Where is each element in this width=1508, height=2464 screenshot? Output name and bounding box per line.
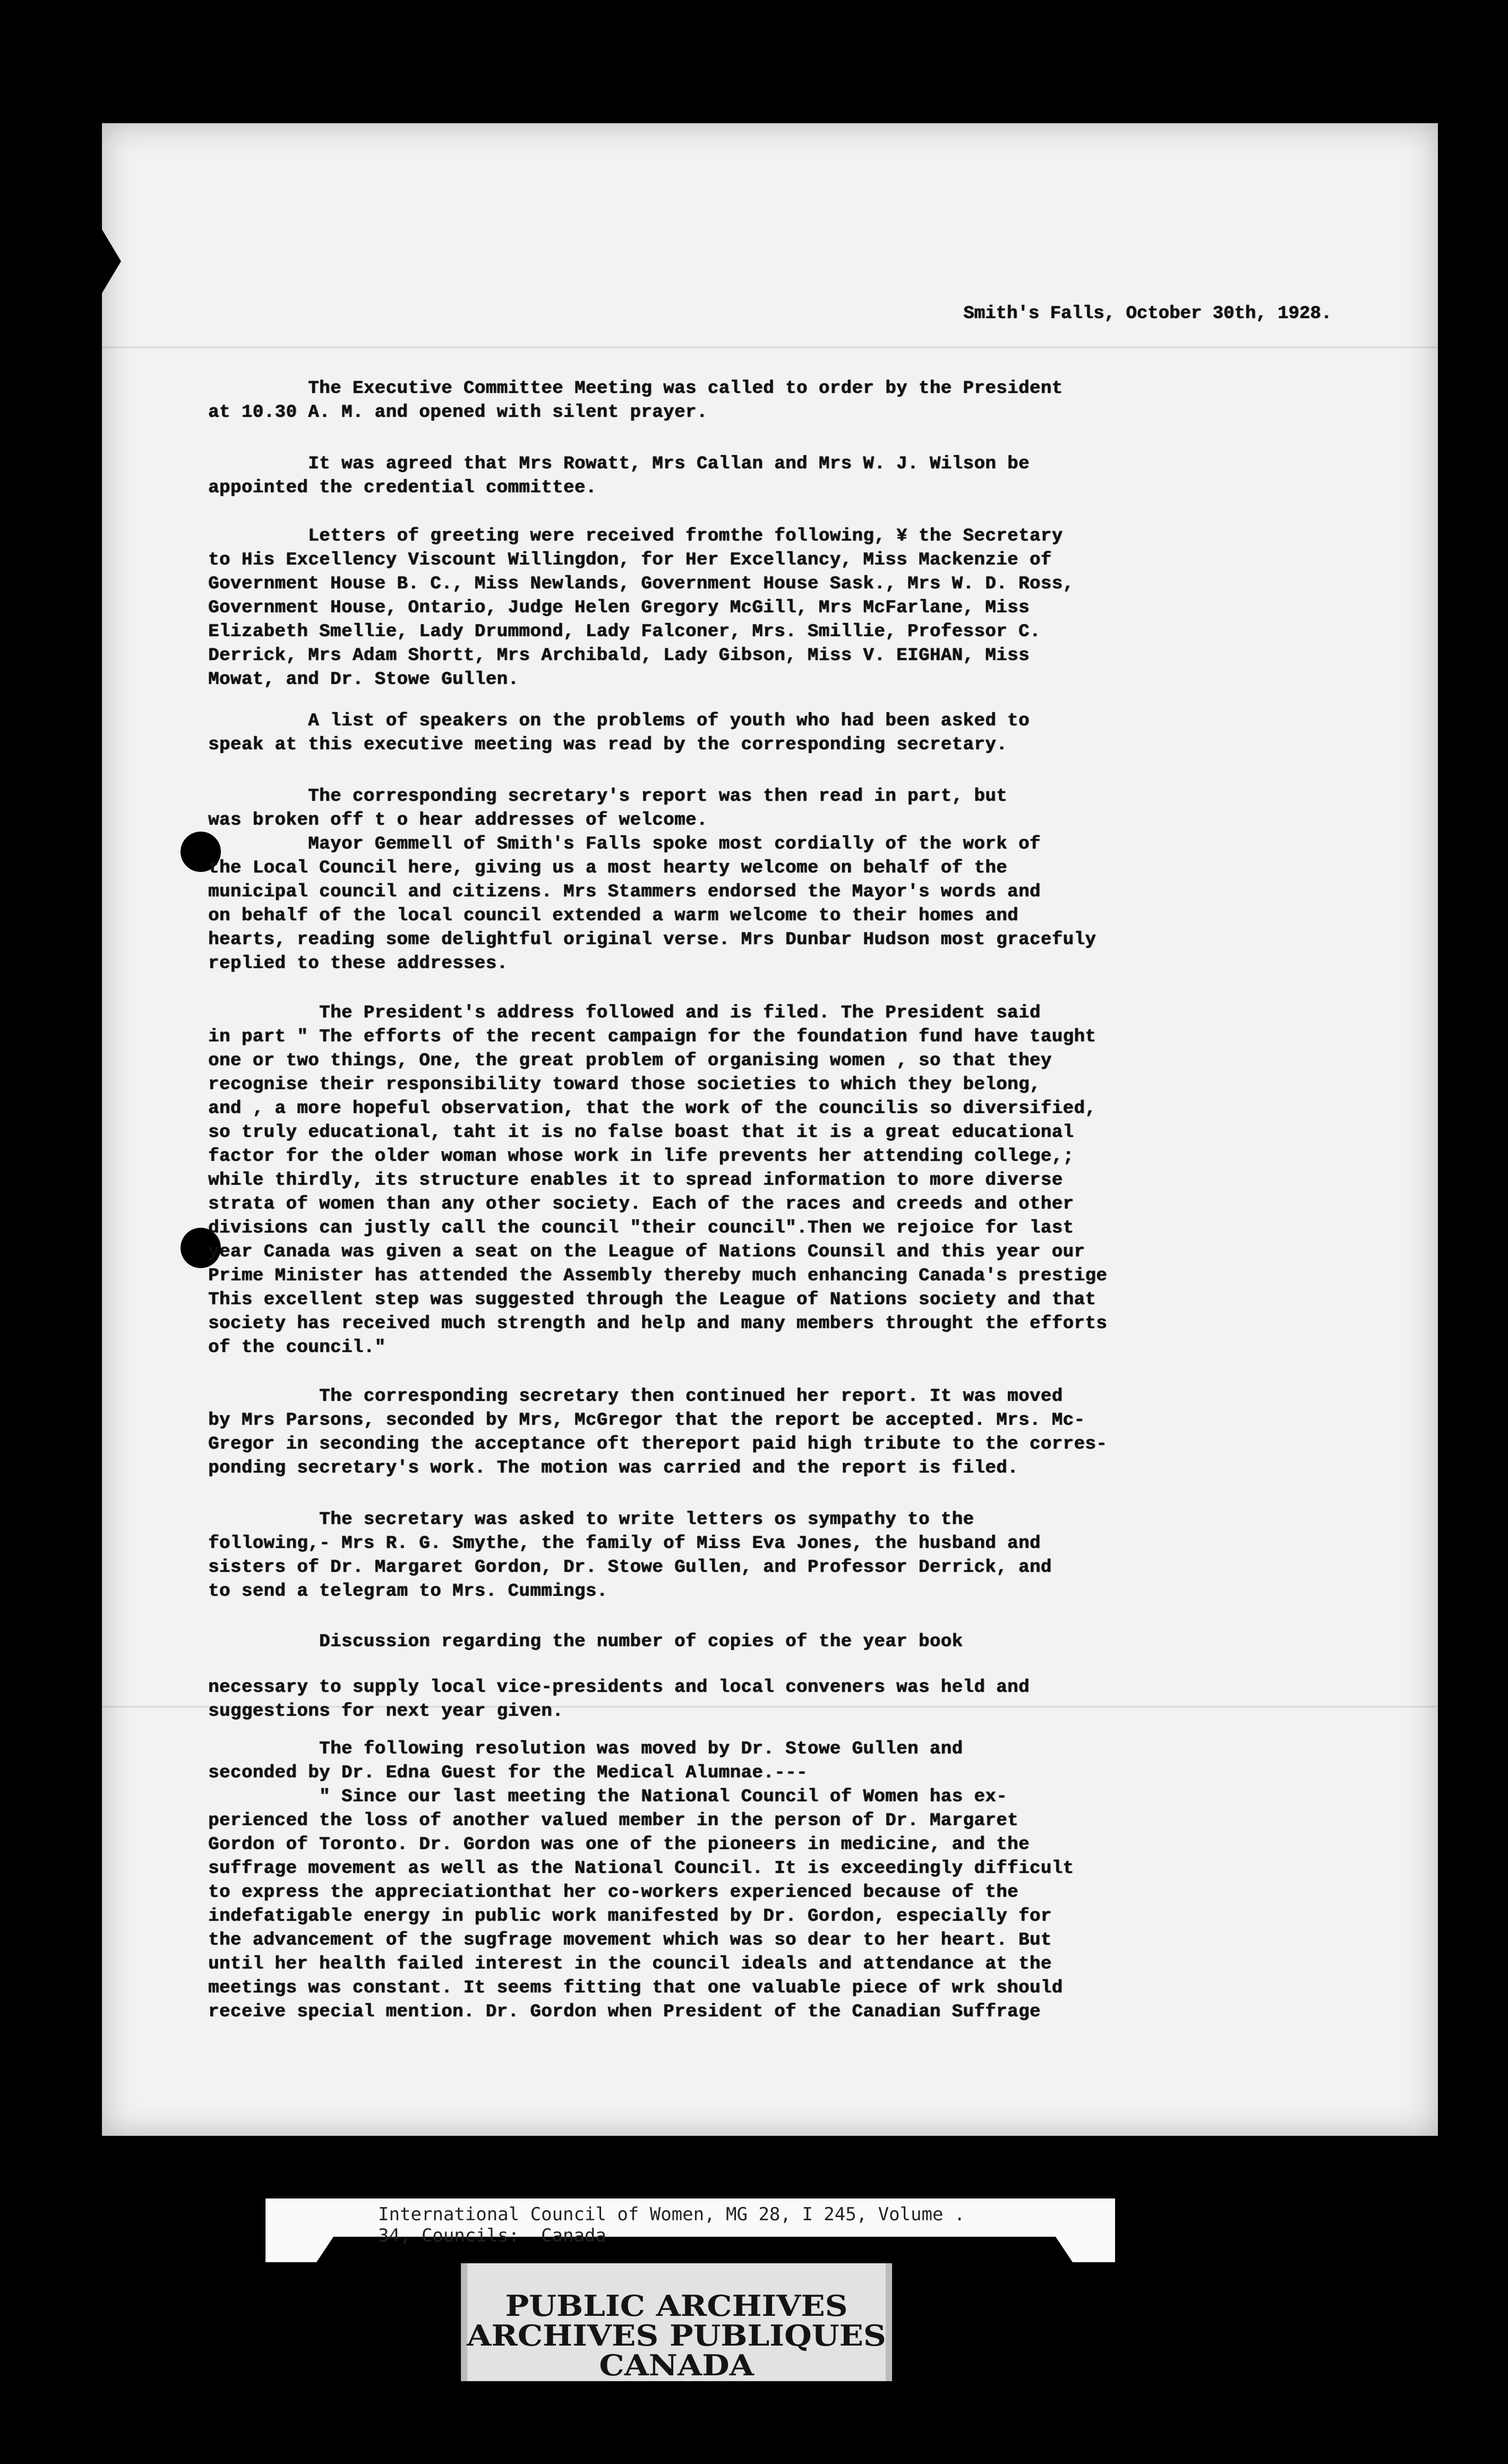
stamp-line: PUBLIC ARCHIVES — [505, 2289, 848, 2323]
paragraph-resolution: The following resolution was moved by Dr. Stowe Gullen and seconded by Dr. Edna Guest for the Medical Alumnae.--- " Since our last meeting the National Council of Women has ex- perienced the loss of another valued member in the person of Dr. Margaret Gordon of Toronto. Dr. Gordon was one of the pioneers in medicine, and the suffrage movement as well as the National Council. It is exceedingly difficult to express the appreciationthat her co-workers experienced because of the indefatigable energy in public work manifested by Dr. Gordon, especially for the advancement of the sugfrage movement which was so dear to her heart. But until her health failed interest in the council ideals and attendance at the meetings was constant. It seems fitting that one valuable piece of wrk should receive special mention. Dr. Gordon when President of the Canadian Suffrage — [208, 1739, 1074, 2022]
paragraph-year-book-discussion: Discussion regarding the number of copies of the year book — [208, 1632, 963, 1652]
paragraph-letters-of-greeting: Letters of greeting were received fromthe following, ¥ the Secretary to His Excellency Viscount Willingdon, for Her Excellancy, Miss Mackenzie of Government House B. C., Miss Newlands, Government House Sask., Mrs W. D. Ross, Government House, Ontario, Judge Helen Gregory McGill, Mrs McFarlane, Miss Elizabeth Smellie, Lady Drummond, Lady Falconer, Mrs. Smillie, Professor C. Derrick, Mrs Adam Shortt, Mrs Archibald, Lady Gibson, Miss V. EIGHAN, Miss Mowat, and Dr. Stowe Gullen. — [208, 526, 1074, 690]
fold-line — [102, 346, 1438, 348]
paragraph-credential-committee: It was agreed that Mrs Rowatt, Mrs Callan and Mrs W. J. Wilson be appointed the credential committee. — [208, 454, 1030, 498]
paragraph-president-address: The President's address followed and is filed. The President said in part " The efforts of the recent campaign for the foundation fund have taught one or two things, One, the great problem of organising women , so that they recognise their responsibility toward those societies to which they belong, and , a more hopeful observation, that the work of the councilis so diversified, so truly educational, taht it is no false boast that it is a great educational factor for the older woman whose work in life prevents her attending college,; while thirdly, its structure enables it to spread information to more diverse strata of women than any other society. Each of the races and creeds and other divisions can justly call the council "their council".Then we rejoice for last year Canada was given a seat on the League of Nations Counsil and this year our Prime Minister has attended the Assembly thereby much enhancing Canada's prestige This excellent step was suggested through the League of Nations society and that society has received much strength and help and many members throught the efforts of the council." — [208, 1003, 1108, 1358]
paragraph-call-to-order: The Executive Committee Meeting was called to order by the President at 10.30 A. M. and opened with silent prayer. — [208, 379, 1063, 423]
paragraph-secretary-report: The corresponding secretary then continued her report. It was moved by Mrs Parsons, seconded by Mrs, McGregor that the report be accepted. Mrs. Mc- Gregor in seconding the acceptance oft thereport paid high tribute to the corres- ponding secretary's work. The motion was carried and the report is filed. — [208, 1387, 1108, 1478]
dateline: Smith's Falls, October 30th, 1928. — [963, 304, 1332, 324]
document-page — [102, 123, 1438, 2136]
paragraph-addresses-of-welcome: The corresponding secretary's report was then read in part, but was broken off t o hear addresses of welcome. Mayor Gemmell of Smith's Falls spoke most cordially of the work of the Local Council here, giving us a most hearty welcome on behalf of the municipal council and citizens. Mrs Stammers endorsed the Mayor's words and on behalf of the local council extended a warm welcome to their homes and hearts, reading some delightful original verse. Mrs Dunbar Hudson most gracefuly replied to these addresses. — [208, 786, 1096, 974]
paragraph-letters-of-sympathy: The secretary was asked to write letters os sympathy to the following,- Mrs R. G. Smythe, the family of Miss Eva Jones, the husband and sisters of Dr. Margaret Gordon, Dr. Stowe Gullen, and Professor Derrick, and to send a telegram to Mrs. Cummings. — [208, 1510, 1052, 1602]
stamp-line: ARCHIVES PUBLIQUES — [467, 2318, 886, 2352]
page-tear — [102, 229, 121, 293]
paragraph-speakers-list: A list of speakers on the problems of youth who had been asked to speak at this executive meeting was read by the corresponding secretary. — [208, 711, 1030, 755]
stamp-line: CANADA — [599, 2348, 754, 2382]
archive-reference: International Council of Women, MG 28, I 245, Volume . 34, Councils: Canada — [378, 2204, 965, 2246]
archives-stamp — [461, 2263, 892, 2381]
paragraph-year-book-suggestions: necessary to supply local vice-presidents and local conveners was held and suggestions for next year given. — [208, 1678, 1030, 1722]
